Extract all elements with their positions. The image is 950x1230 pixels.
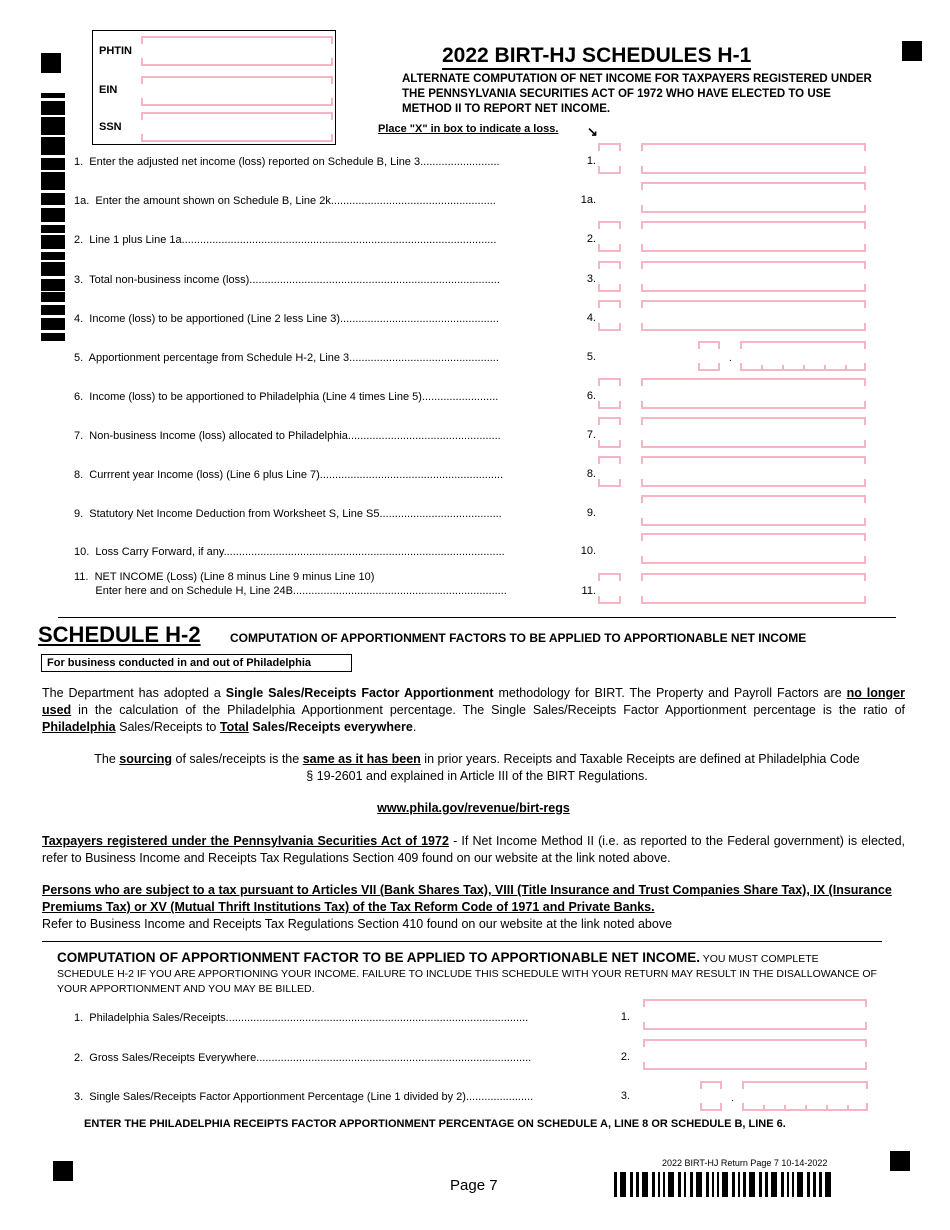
barcode-bar [684,1172,686,1197]
phtin-label: PHTIN [99,45,132,57]
h1-line-number: 11. [581,585,596,597]
barcode-bar [41,279,65,291]
barcode-bar [41,235,65,249]
h1-amount-input[interactable] [641,182,866,213]
loss-instruction: Place "X" in box to indicate a loss. [378,123,559,135]
barcode-bar [819,1172,822,1197]
ssn-input[interactable] [141,112,333,142]
registration-mark [53,1161,73,1181]
barcode-bar [41,208,65,222]
h1-line-label: 1. Enter the adjusted net income (loss) reported on Schedule B, Line 3.......................... [74,156,500,168]
paragraph-text: Sales/Receipts everywhere [252,720,413,734]
computation-title: COMPUTATION OF APPORTIONMENT FACTOR TO BE APPLIED TO APPORTIONABLE NET INCOME. [57,950,701,965]
h2-line-3-decimal-point: . [731,1093,734,1104]
barcode-bar [792,1172,794,1197]
page-number: Page 7 [450,1177,498,1194]
barcode-bar [41,225,65,233]
business-scope-label: For business conducted in and out of Philadelphia [41,654,352,672]
digit-tick [824,365,826,370]
computation-heading [57,950,877,997]
loss-checkbox[interactable] [598,261,621,292]
barcode-bar [614,1172,617,1197]
barcode-bar [743,1172,746,1197]
digit-tick [803,365,805,370]
h1-line-5-decimal-point: . [729,353,732,364]
h1-line-label: 7. Non-business Income (loss) allocated to Philadelphia.................................................. [74,430,501,442]
barcode-bar [690,1172,693,1197]
registration-mark [890,1151,910,1171]
barcode-bar [696,1172,702,1197]
barcode-bar [787,1172,789,1197]
barcode-bar [620,1172,626,1197]
barcode-bar [658,1172,660,1197]
barcode-bar [41,262,65,276]
paragraph-text: Persons who are subject to a tax pursuant to Articles VII (Bank Shares Tax), VIII (Title Insurance and Trust Companies Share Tax), IX (Insurance Premiums Tax) or XV (Mutual Thrift Institutions Tax) of the Tax Reform Code of 1971 and Private Banks. [42,883,892,914]
digit-tick [845,365,847,370]
h1-amount-input[interactable] [641,417,866,448]
h1-line-label: 5. Apportionment percentage from Schedule H-2, Line 3................................................. [74,352,499,364]
barcode-bar [678,1172,681,1197]
paragraph-text: same as it has been [302,752,421,766]
h1-amount-input[interactable] [641,495,866,526]
barcode-bar [668,1172,674,1197]
paragraph-text: Taxpayers registered under the Pennsylvania Securities Act of 1972 [42,834,449,848]
h1-line-label: 2. Line 1 plus Line 1a....................................................................................................... [74,234,497,246]
paragraph-text: sourcing [119,752,173,766]
divider [58,617,896,618]
h1-line-label: 9. Statutory Net Income Deduction from Worksheet S, Line S5........................................ [74,508,502,520]
loss-checkbox[interactable] [598,221,621,252]
taxpayer-id-box [92,30,336,145]
loss-checkbox[interactable] [598,143,621,174]
h2-line-number: 1. [620,1011,630,1023]
paragraph-text: in prior years. Receipts and Taxable Receipts are defined at Philadelphia Code § 19-2601 and explained in Article III of the BIRT Regulations. [306,752,860,783]
form-id: 2022 BIRT-HJ Return Page 7 10-14-2022 [662,1158,828,1168]
barcode-bar [41,305,65,315]
barcode-bar [722,1172,728,1197]
h1-line-number: 4. [586,312,596,324]
paragraph-text: Refer to Business Income and Receipts Tax Regulations Section 410 found on our website at the link noted above [42,917,673,931]
barcode-bar [41,137,65,155]
h1-line-number: 1a. [580,194,596,206]
h1-amount-input[interactable] [641,221,866,252]
h1-line-number: 5. [586,351,596,363]
h1-amount-input[interactable] [641,378,866,409]
digit-tick [761,365,763,370]
h1-line-label: 3. Total non-business income (loss).................................................................................. [74,274,500,286]
barcode-bar [771,1172,777,1197]
h2-line-label: 2. Gross Sales/Receipts Everywhere.......................................................................................... [74,1052,532,1064]
h1-amount-input[interactable] [641,261,866,292]
h1-line-number: 7. [586,429,596,441]
schedule-h2-subtitle: COMPUTATION OF APPORTIONMENT FACTORS TO BE APPLIED TO APPORTIONABLE NET INCOME [230,631,807,645]
barcode-bar [41,172,65,190]
barcode-bar [630,1172,633,1197]
paragraph-text: . [412,720,417,734]
phtin-input[interactable] [141,36,333,66]
digit-tick [784,1105,786,1110]
computation-note: YOU MUST COMPLETE SCHEDULE H-2 IF YOU ARE APPORTIONING YOUR INCOME. FAILURE TO INCLUDE THIS SCHEDULE WITH YOUR RETURN MAY RESULT IN THE DISALLOWANCE OF YOUR APPORTIONMENT AND YOU MAY BE BILLED. [57,953,877,995]
h2-paragraph [42,882,905,933]
registration-mark [902,41,922,61]
barcode-bar [813,1172,816,1197]
arrow-icon: ↘ [587,124,598,139]
paragraph-text: of sales/receipts is the [172,752,303,766]
divider [42,941,882,942]
h1-line-number: 3. [586,273,596,285]
page-subtitle: ALTERNATE COMPUTATION OF NET INCOME FOR TAXPAYERS REGISTERED UNDER THE PENNSYLVANIA SECURITIES ACT OF 1972 WHO HAVE ELECTED TO USE METHOD II TO REPORT NET INCOME. [402,73,872,115]
paragraph-text: no longer used [42,686,905,717]
digit-tick [805,1105,807,1110]
final-instruction: ENTER THE PHILADELPHIA RECEIPTS FACTOR APPORTIONMENT PERCENTAGE ON SCHEDULE A, LINE 8 OR SCHEDULE B, LINE 6. [84,1118,786,1130]
barcode-bar [732,1172,735,1197]
digit-tick [782,365,784,370]
barcode-bar [781,1172,784,1197]
h2-line-label: 1. Philadelphia Sales/Receipts................................................................................................... [74,1012,529,1024]
barcode-bar [663,1172,665,1197]
barcode-bar [797,1172,803,1197]
h1-amount-input[interactable] [641,533,866,564]
paragraph-text: The [94,752,120,766]
barcode-bar [712,1172,714,1197]
paragraph-text: - If Net Income Method II (i.e. as reported to the Federal government) is elected, refer to Business Income and Receipts Tax Regulations Section 409 found on our website at the link noted above. [42,834,906,865]
ssn-label: SSN [99,121,122,133]
schedule-h2-title: SCHEDULE H-2 [38,622,201,647]
h2-line-number: 3. [620,1090,630,1102]
digit-tick [826,1105,828,1110]
h1-line-number: 2. [586,233,596,245]
digit-tick [763,1105,765,1110]
h1-line-number: 9. [586,507,596,519]
digit-tick [847,1105,849,1110]
loss-checkbox[interactable] [598,378,621,409]
h1-line-5-percent-whole[interactable] [698,341,720,371]
h2-line-3-percent-whole[interactable] [700,1081,722,1111]
barcode-bar [738,1172,740,1197]
barcode-bar [717,1172,719,1197]
paragraph-text: in the calculation of the Philadelphia Apportionment percentage. The Single Sales/Receipts Factor Apportionment percentage is the ratio of [71,703,905,717]
h1-line-label: 8. Currrent year Income (loss) (Line 6 plus Line 7)............................................................ [74,469,504,481]
h1-amount-input[interactable] [641,456,866,487]
barcode-bar [41,252,65,260]
paragraph-text: methodology for BIRT. The Property and Payroll Factors are [493,686,847,700]
paragraph-text: Total [219,720,249,734]
barcode-bar [41,193,65,205]
h1-line-number: 6. [586,390,596,402]
barcode-bar [636,1172,639,1197]
paragraph-text: Philadelphia [42,720,116,734]
ein-label: EIN [99,84,118,96]
h2-paragraph [42,685,905,736]
h1-line-label: 11. NET INCOME (Loss) (Line 8 minus Line 9 minus Line 10) Enter here and on Schedule H, Line 24B...................................................................... [74,571,507,597]
website-link[interactable]: www.phila.gov/revenue/birt-regs [377,801,570,815]
barcode-bar [759,1172,762,1197]
h1-amount-input[interactable] [641,300,866,331]
barcode [614,1172,859,1197]
barcode-bar [749,1172,755,1197]
h2-paragraph [42,833,905,867]
h1-line-label: 4. Income (loss) to be apportioned (Line 2 less Line 3).................................................... [74,313,499,325]
loss-checkbox[interactable] [598,456,621,487]
h1-line-number: 1. [586,155,596,167]
paragraph-text: Sales/Receipts to [115,720,220,734]
h2-line-label: 3. Single Sales/Receipts Factor Apportionment Percentage (Line 1 divided by 2)...................... [74,1091,534,1103]
h1-line-number: 10. [580,545,596,557]
h2-amount-input[interactable] [643,1039,867,1070]
h2-amount-input[interactable] [643,999,867,1030]
h1-line-label: 1a. Enter the amount shown on Schedule B, Line 2k...................................................... [74,195,496,207]
paragraph-text: Single Sales/Receipts Factor Apportionment [225,686,494,700]
h1-line-label: 10. Loss Carry Forward, if any............................................................................................ [74,546,505,558]
barcode-bar [41,333,65,341]
barcode-bar [706,1172,709,1197]
barcode-bar [41,158,65,170]
barcode-bar [41,292,65,302]
h1-line-label: 6. Income (loss) to be apportioned to Philadelphia (Line 4 times Line 5)......................... [74,391,499,403]
h1-amount-input[interactable] [641,143,866,174]
loss-checkbox[interactable] [598,417,621,448]
barcode-bar [825,1172,831,1197]
barcode-bar [765,1172,768,1197]
barcode-bar [41,117,65,135]
page-title: 2022 BIRT-HJ SCHEDULES H-1 [442,44,751,70]
h2-paragraph [92,751,862,785]
registration-mark [41,53,61,73]
h1-line-number: 8. [586,468,596,480]
h1-amount-input[interactable] [641,573,866,604]
barcode-bar [41,93,65,98]
paragraph-text: The Department has adopted a [42,686,226,700]
h2-line-number: 2. [620,1051,630,1063]
loss-checkbox[interactable] [598,573,621,604]
barcode-bar [642,1172,648,1197]
barcode-bar [652,1172,655,1197]
barcode-bar [41,101,65,115]
loss-checkbox[interactable] [598,300,621,331]
barcode-bar [807,1172,810,1197]
barcode-bar [41,318,65,330]
ein-input[interactable] [141,76,333,106]
h2-paragraph [42,800,905,817]
